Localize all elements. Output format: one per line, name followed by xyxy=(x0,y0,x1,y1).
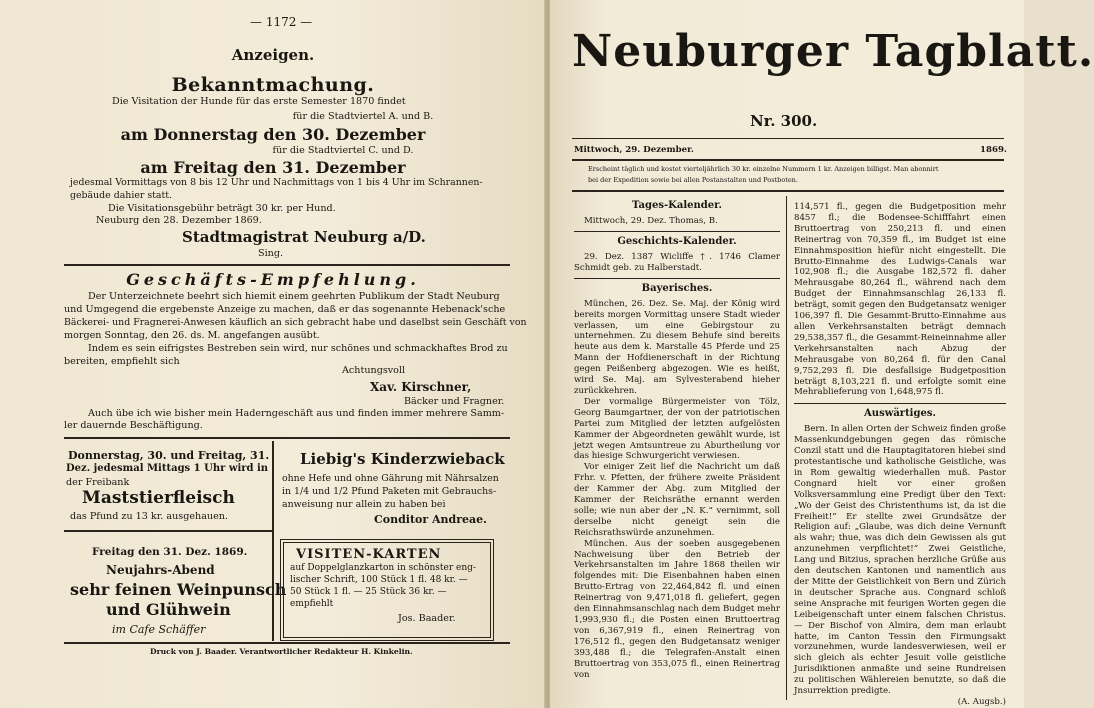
column-1 xyxy=(574,196,780,704)
notice-text: gebäude dahier statt. xyxy=(70,190,173,201)
masthead: Neuburger Tagblatt. xyxy=(572,26,1094,77)
divider xyxy=(64,642,510,644)
ad-visiten-text: 50 Stück 1 fl. — 25 Stück 36 kr. — xyxy=(290,587,447,597)
article-paragraph: 114,571 fl., gegen die Budgetposition mehr 8457 fl.; die Bodensee-Schifffahrt einen Bruttoertrag von 250,213 fl. und einen Reinertrag von 70,359 fl., im Budget ist eine Einnahmsposition hiefür nicht eingestellt. Die Brutto-Einnahme des Ludwigs-Canals war 102,908 fl.; die Ausgabe 182,572 fl. daher Mehrausgabe 80,264 fl., während nach dem Budget der Einnahmsanschlag 26,133 fl. beträgt, somit gegen den Budgetansatz weniger 106,397 fl. Die Gesammt-Brutto-Einnahme aus allen Verkehrsanstalten beträgt demnach 29,538,357 fl., die Gesammt-Reineinnahme aller Verkehrsanstalten nach Abzug der Mehrausgabe von 80,264 fl. für den Canal 9,752,293 fl. Die desfallsige Budgetposition beträgt 8,103,221 fl. und erfolgte somit eine Mehrablieferung von 1,648,975 fl. xyxy=(794,202,1006,398)
issue-date: Mittwoch, 29. Dezember. xyxy=(574,145,694,155)
ad-punsch-text: im Cafe Schäffer xyxy=(112,623,206,636)
notice-signature: Stadtmagistrat Neuburg a/D. xyxy=(182,228,426,246)
subscription-notice: bei der Expedition sowie bei allen Postanstalten und Postboten. xyxy=(588,176,798,184)
heading-bayerisches: Bayerisches. xyxy=(641,282,713,294)
notice-date-highlight: am Donnerstag den 30. Dezember xyxy=(120,125,426,144)
notice-text: Auch übe ich wie bisher mein Haderngeschäft aus und finden immer mehrere Samm- xyxy=(88,408,505,419)
issue-year: 1869. xyxy=(980,145,1007,155)
ad-liebig-signature: Conditor Andreae. xyxy=(374,513,487,526)
notice-signer: Bäcker und Fragner. xyxy=(404,396,505,407)
notice-text: morgen Sonntag, den 26. ds. M. angefangen ausübt. xyxy=(64,330,320,341)
column-divider xyxy=(272,441,274,641)
notice-text: Die Visitationsgebühr beträgt 30 kr. per Hund. xyxy=(108,203,336,214)
ad-mast-text: Donnerstag, 30. und Freitag, 31. xyxy=(68,449,270,462)
notice-date-highlight: am Freitag den 31. Dezember xyxy=(140,158,406,177)
article-paragraph: Bern. In allen Orten der Schweiz finden große Massenkundgebungen gegen das römische Conzil statt und die Hauptagitatoren hiebei sind protestantische und katholische Geistliche, was in Rom gewaltig wiederhallen muß. Pastor Congnard hielt vor einer großen Volksversammlung eine Predigt über den Text: „Wo der Geist des Christenthums ist, da ist die Freiheit!“ Er stellte zwei Grundsätze der Religion auf: „Glaube, was dich deine Vernunft als wahr; thue, was dich dein Gewissen als gut anzunehmen verpflichtet!“ Zwei Geistliche, Lang und Bitzius, sprachen herzliche Grüße aus den deutschen Kantonen und namentlich aus der Mitte der Geistlichkeit von Bern und Zürich in deutscher Sprache aus. Congnard schloß seine Ansprache mit feurigen Worten gegen die Leibeigenschaft unter einem falschen Christus. — Der Bischof von Almira, dem man erlaubt hatte, im Canton Tessin den Firmungsakt vorzunehmen, wurde landesverwiesen, weil er sich gleich als echter Jesuit volle geistliche Jurisdiktionen anmaßte und seine Rundreisen zu politischen Wählereien benutzte, so daß die Jnsurrektion predigte. xyxy=(794,424,1006,697)
ad-punsch-text: Neujahrs-Abend xyxy=(106,563,215,577)
section-title: Anzeigen. xyxy=(231,46,315,64)
notice-text: bereiten, empfiehlt sich xyxy=(64,356,180,367)
notice-text: Achtungsvoll xyxy=(342,365,406,376)
ad-mast-text: der Freibank xyxy=(66,477,130,488)
divider xyxy=(572,190,1004,192)
ad-punsch-text: Freitag den 31. Dez. 1869. xyxy=(92,546,248,558)
issue-number: Nr. 300. xyxy=(750,112,818,130)
ad-visiten-text: empfiehlt xyxy=(290,599,334,609)
notice-text: für die Stadtviertel A. und B. xyxy=(292,111,434,122)
divider xyxy=(64,530,272,532)
article-paragraph: Der vormalige Bürgermeister von Tölz, Georg Baumgartner, der von der patriotischen Partei zum Mitglied der letzten aufgelösten Kammer der Abgeordneten gewählt wurde, ist jetzt wegen Amtsuntreue zu Aburtheilung vor das hiesige Schwurgericht verwiesen. xyxy=(574,396,780,462)
left-page xyxy=(0,0,546,708)
ad-visiten-signature: Jos. Baader. xyxy=(398,613,456,624)
ad-mast-text: das Pfund zu 13 kr. ausgehauen. xyxy=(70,511,228,522)
ad-mast-headline: Maststierfleisch xyxy=(82,488,235,508)
column-divider xyxy=(786,196,787,700)
notice-text: Indem es sein eifrigstes Bestreben sein wird, nur schönes und schmackhaftes Brod zu xyxy=(88,343,508,354)
notice-text: und Umgegend die ergebenste Anzeige zu machen, daß er das sogenannte Hebenack'sche xyxy=(64,304,506,315)
ad-visiten-title: VISITEN-KARTEN xyxy=(296,547,442,562)
geschichts-text: 29. Dez. 1387 Wicliffe †. 1746 Clamer Schmidt geb. zu Halberstadt. xyxy=(574,251,780,273)
divider xyxy=(572,159,1004,161)
ad-liebig-text: ohne Hefe und ohne Gährung mit Nährsalzen xyxy=(282,473,499,484)
ad-mast-text: Dez. jedesmal Mittags 1 Uhr wird in xyxy=(66,463,269,474)
notice-text: ler dauernde Beschäftigung. xyxy=(64,420,203,431)
article-paragraph: München, 26. Dez. Se. Maj. der König wird bereits morgen Vormittag unsere Stadt wieder verlassen, um eine Gebirgstour zu unternehmen. Zu diesem Behufe sind bereits heute aus dem k. Marstalle 45 Pferde und 25 Mann der Hofdienerschaft in der Richtung gegen Peißenberg abgezogen. Wie es heißt, wird Se. Maj. am Sylvesterabend hieher zurückkehren. xyxy=(574,298,780,396)
ad-punsch-headline: sehr feinen Weinpunsch xyxy=(70,580,287,599)
notice-title-empfehlung: Geschäfts-Empfehlung. xyxy=(126,270,420,289)
ad-liebig-title: Liebig's Kinderzwieback xyxy=(300,450,505,468)
imprint: Druck von J. Baader. Verantwortlicher Redakteur H. Kinkelin. xyxy=(150,647,413,656)
article-paragraph: Vor einiger Zeit lief die Nachricht um daß Frhr. v. Pfetten, der frühere zweite Präsident der Kammer der Abg. zum Mitglied der Kammer der Reichsräthe ernannt werden solle; wie nun aber der „N. K.“ vernimmt, soll derselbe nicht geneigt sein die Reichsrathswürde anzunehmen. xyxy=(574,462,780,538)
heading-tages-kalender: Tages-Kalender. xyxy=(632,200,722,211)
ad-liebig-text: anweisung nur allein zu haben bei xyxy=(282,499,446,510)
heading-geschichts-kalender: Geschichts-Kalender. xyxy=(617,235,737,247)
heading-auswaertiges: Auswärtiges. xyxy=(864,408,936,420)
ad-visiten-text: auf Doppelglanzkarton in schönster eng- xyxy=(290,563,476,573)
divider xyxy=(572,138,1004,139)
notice-signer: Sing. xyxy=(258,248,284,259)
divider xyxy=(64,437,510,439)
column-2 xyxy=(794,202,1006,707)
tages-text: Mittwoch, 29. Dez. Thomas, B. xyxy=(584,216,718,226)
page-number: — 1172 — xyxy=(250,15,313,29)
ad-visiten-text: lischer Schrift, 100 Stück 1 fl. 48 kr. — xyxy=(290,575,468,585)
ad-punsch-headline: und Glühwein xyxy=(106,600,231,619)
notice-text: Der Unterzeichnete beehrt sich hiemit einem geehrten Publikum der Stadt Neuburg xyxy=(88,291,500,302)
notice-text: für die Stadtviertel C. und D. xyxy=(272,145,414,156)
notice-signature: Xav. Kirschner, xyxy=(370,380,472,394)
article-signature: (A. Augsb.) xyxy=(957,696,1006,707)
notice-text: jedesmal Vormittags von 8 bis 12 Uhr und Nachmittags von 1 bis 4 Uhr im Schrannen- xyxy=(70,177,483,188)
article-paragraph: München. Aus der soeben ausgegebenen Nachweisung über den Betrieb der Verkehrsanstalten im Jahre 1868 theilen wir folgendes mit: Die Eisenbahnen haben einen Brutto-Ertrag von 22,464,842 fl. und einen Reinertrag von 9,471,018 fl. geliefert, gegen den Einnahmsanschlag nach dem Budget mehr 1,993,930 fl.; die Posten einen Bruttoertrag von 6,367,919 fl., einen Reinertrag von 176,512 fl., gegen den Budgetansatz weniger 393,488 fl.; die Telegrafen-Anstalt einen Bruttoertrag von 353,075 fl., einen Reinertrag von xyxy=(574,538,780,680)
ad-liebig-text: in 1/4 und 1/2 Pfund Paketen mit Gebrauchs- xyxy=(282,486,497,497)
right-page xyxy=(550,0,1094,708)
subscription-notice: Erscheint täglich und kostet vierteljährlich 30 kr. einzelne Nummern 1 kr. Anzeigen billigst. Man abonnirt xyxy=(588,165,939,173)
notice-text: Neuburg den 28. Dezember 1869. xyxy=(96,215,262,226)
notice-text: Bäckerei- und Fragnerei-Anwesen käuflich an sich gebracht habe und daselbst sein Geschäft von xyxy=(64,317,527,328)
notice-title-bekanntmachung: Bekanntmachung. xyxy=(171,74,375,96)
divider xyxy=(64,264,510,266)
notice-text: Die Visitation der Hunde für das erste Semester 1870 findet xyxy=(112,96,406,107)
